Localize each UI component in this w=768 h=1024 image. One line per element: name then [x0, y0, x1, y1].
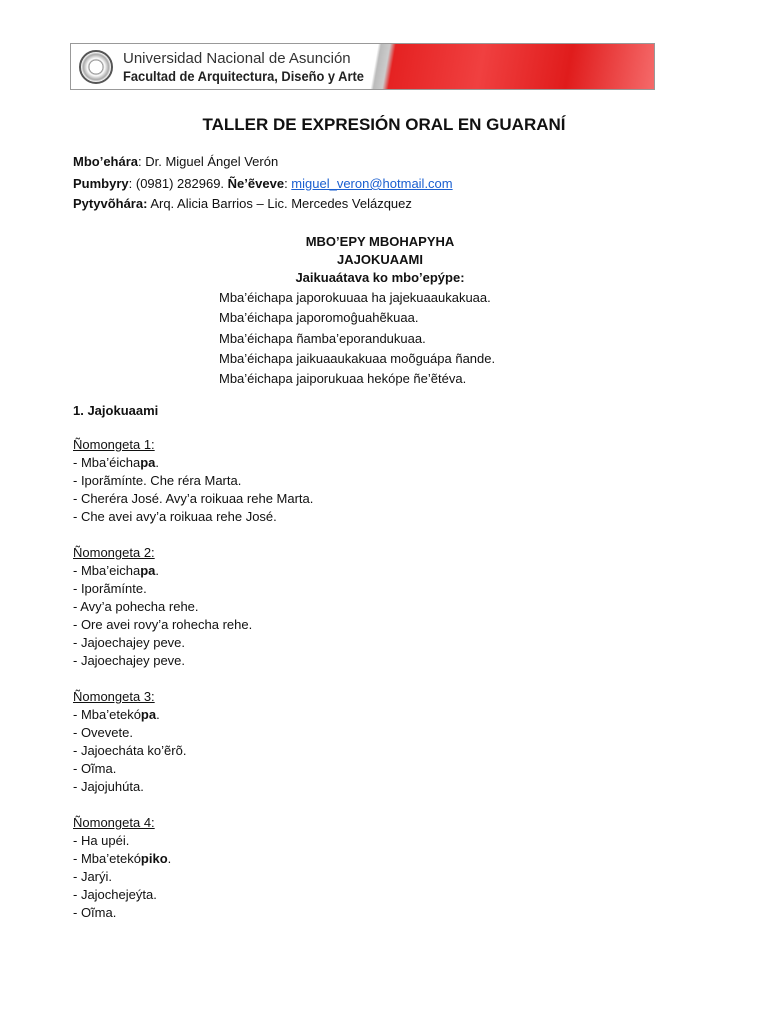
contact-line: [73, 176, 453, 191]
phone-label: Pumbyry: [73, 176, 129, 191]
line-bold: piko: [140, 851, 168, 866]
objectives-list: [219, 288, 495, 389]
line-text: - Jajoecháta ko’ẽrõ.: [73, 743, 187, 758]
dialogue-line: [73, 652, 313, 670]
dialogue-line: [73, 904, 313, 922]
line-text: - Ha upéi.: [73, 833, 130, 848]
email-link[interactable]: miguel_veron@hotmail.com: [291, 176, 453, 191]
assistants-line: [73, 196, 412, 211]
objective-item: Mba’éichapa japoromoĝuahẽkuaa.: [219, 310, 419, 326]
line-text: - Che avei avy’a roikuaa rehe José.: [73, 509, 277, 524]
line-text: - Jarýi.: [73, 869, 112, 884]
dialogue-line: [73, 598, 313, 616]
line-text: - Mba’éicha: [73, 455, 141, 470]
dialogue-title: [73, 688, 313, 706]
university-banner: [70, 43, 655, 90]
dialogue-line: [73, 832, 313, 850]
objective-item: Mba’éichapa jaikuaaukakuaa moõguápa ñande.: [219, 350, 496, 366]
dialogue-line: [73, 742, 313, 760]
line-text: - Ore avei rovy’a rohecha rehe.: [73, 617, 253, 632]
objectives-heading: Jaikuaátava ko mbo’epýpe:: [295, 270, 465, 285]
assistants-label: Pytyvõhára:: [73, 196, 148, 211]
dialogue-line: [73, 724, 313, 742]
dialogue-line: [73, 454, 313, 472]
line-text: - Jajochejeýta.: [73, 887, 157, 902]
dialogue-line: [73, 562, 313, 580]
dialogue-line: [73, 490, 313, 508]
dialogue-line: [73, 706, 313, 724]
faculty-name: Facultad de Arquitectura, Diseño y Arte: [123, 68, 364, 84]
dialogues: [73, 436, 313, 940]
teacher-label: Mbo’ehára: [73, 154, 139, 169]
dialogue-line: [73, 508, 313, 526]
university-name: Universidad Nacional de Asunción: [123, 50, 351, 67]
dialogue-line: [73, 472, 313, 490]
dialogue-block: [73, 544, 313, 670]
dialogue-title-text: Ñomongeta 3:: [73, 689, 155, 704]
dialogue-line: [73, 850, 313, 868]
line-bold: pa: [140, 707, 157, 722]
dialogue-title-text: Ñomongeta 4:: [73, 815, 155, 830]
objective-item: Mba’éichapa japorokuuaa ha jajekuaaukakuaa.: [219, 290, 491, 305]
line-text: - Oĩma.: [73, 905, 117, 920]
dialogue-title: [73, 436, 313, 454]
assistants: Arq. Alicia Barrios – Lic. Mercedes Velázquez: [147, 196, 412, 211]
teacher-name: : Dr. Miguel Ángel Verón: [138, 154, 279, 169]
dialogue-line: [73, 778, 313, 796]
dialogue-title: [73, 544, 313, 562]
dialogue-title-text: Ñomongeta 2:: [73, 545, 155, 560]
lesson-heading: MBO’EPY MBOHAPYHA: [305, 234, 455, 249]
line-text: - Mba’etekó: [73, 851, 141, 866]
objective-item: Mba’éichapa jaiporukuaa hekópe ñe’ẽtéva.: [219, 371, 467, 387]
dialogue-line: [73, 616, 313, 634]
line-end: .: [156, 707, 160, 722]
dialogue-title: [73, 814, 313, 832]
line-text: - Jajoechajey peve.: [73, 635, 186, 650]
line-bold: pa: [140, 563, 156, 578]
dialogue-line: [73, 760, 313, 778]
line-text: - Iporãmínte. Che réra Marta.: [73, 473, 242, 488]
dialogue-block: [73, 814, 313, 922]
dialogue-line: [73, 580, 313, 598]
email-label: Ñe’ẽveve: [227, 176, 285, 191]
objective-item: Mba’éichapa ñamba’eporandukuaa.: [219, 330, 426, 346]
section-heading: 1. Jajokuaami: [73, 403, 159, 418]
dialogue-block: [73, 436, 313, 526]
dialogue-line: [73, 886, 313, 904]
line-text: - Avy’a pohecha rehe.: [73, 599, 199, 614]
teacher-line: [73, 154, 278, 169]
dialogue-title-text: Ñomongeta 1:: [73, 437, 155, 452]
line-end: .: [167, 851, 172, 866]
line-text: - Jajojuhúta.: [73, 779, 144, 794]
line-text: - Jajoechajey peve.: [73, 653, 186, 668]
line-text: - Oĩma.: [73, 761, 117, 776]
lesson-subheading: JAJOKUAAMI: [337, 252, 423, 267]
dialogue-line: [73, 634, 313, 652]
phone: : (0981) 282969.: [128, 176, 228, 191]
line-text: - Cheréra José. Avy’a roikuaa rehe Marta.: [73, 491, 314, 506]
line-text: - Mba’eicha: [73, 563, 141, 578]
line-text: - Mba’etekó: [73, 707, 141, 722]
email-separator: :: [284, 176, 292, 191]
dialogue-line: [73, 868, 313, 886]
line-end: .: [155, 563, 159, 578]
line-bold: pa: [140, 455, 156, 470]
line-text: - Iporãmínte.: [73, 581, 147, 596]
document-title: TALLER DE EXPRESIÓN ORAL EN GUARANÍ: [202, 115, 566, 134]
line-text: - Ovevete.: [73, 725, 133, 740]
line-end: .: [155, 455, 159, 470]
dialogue-block: [73, 688, 313, 796]
university-seal-icon: [79, 50, 113, 84]
